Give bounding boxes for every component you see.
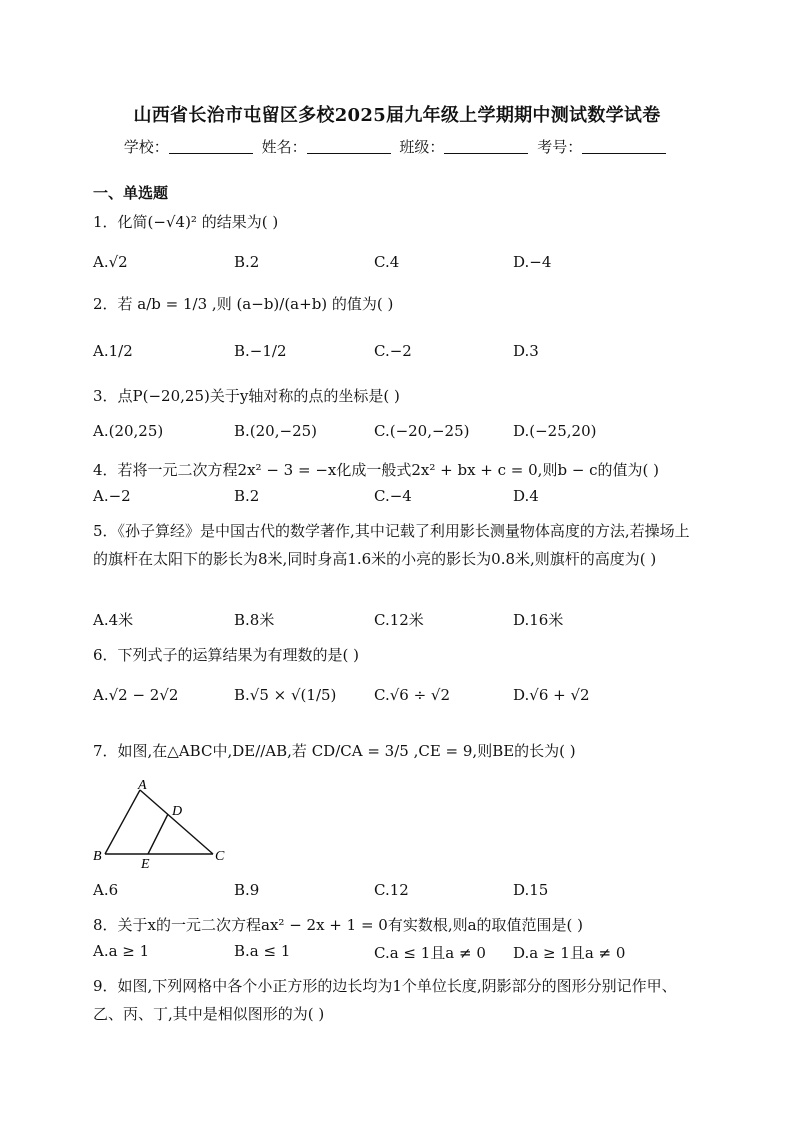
question-9-stem: 9．如图,下列网格中各个小正方形的边长均为1个单位长度,阴影部分的图形分别记作甲、乙、丙、丁,其中是相似图形的为( ) [93,977,677,1023]
question-3-options [93,422,703,450]
option-b[interactable]: B.9 [234,881,260,899]
option-a[interactable]: A.6 [93,881,119,899]
point-e-label: E [141,857,150,870]
segment-de [148,814,168,854]
option-c[interactable]: C.−4 [374,487,412,505]
option-a[interactable]: A.4米 [93,611,134,629]
option-a[interactable]: A.−2 [93,487,131,505]
option-b[interactable]: B.8米 [234,611,275,629]
option-a[interactable]: A.(20,25) [93,422,164,440]
triangle-abc-diagram [93,778,243,870]
option-d[interactable]: D.(−25,20) [513,422,597,440]
point-c-label: C [215,849,225,864]
question-8-options [93,942,703,970]
student-info-line [0,136,794,157]
question-5-stem: 5．《孙子算经》是中国古代的数学著作,其中记载了利用影长测量物体高度的方法,若操场上的旗杆在太阳下的影长为8米,同时身高1.6米的小亮的影长为0.8米,则旗杆的高度为( ) [93,522,690,568]
option-d[interactable]: D.4 [513,487,539,505]
school-blank[interactable] [169,139,253,154]
option-d[interactable]: D.√6 + √2 [513,686,590,704]
point-b-label: B [93,849,102,864]
option-c[interactable]: C.(−20,−25) [374,422,470,440]
question-1-options [93,253,703,281]
number-blank[interactable] [582,139,666,154]
school-label: 学校： [123,138,169,156]
question-6-options [93,686,703,714]
point-a-label: A [138,778,147,793]
class-label: 班级： [399,138,445,156]
option-a[interactable]: A.a ≥ 1 [93,942,150,960]
question-5-options [93,609,703,637]
exam-title: 山西省长治市屯留区多校2025届九年级上学期期中测试数学试卷 [133,105,661,126]
option-c[interactable]: C.12米 [374,611,424,629]
option-d[interactable]: D.16米 [513,611,564,629]
option-d[interactable]: D.3 [513,342,539,360]
option-a[interactable]: A.1/2 [93,342,133,360]
option-b[interactable]: B.√5 × √(1/5) [234,686,337,704]
question-7-options [93,881,703,909]
number-label: 考号： [537,138,583,156]
question-7-stem: 7．如图,在△ABC中,DE//AB,若 CD/CA = 3/5 ,CE = 9,则BE的长为( ) [93,742,576,760]
option-a[interactable]: A.√2 [93,253,128,271]
option-c[interactable]: C.12 [374,881,409,899]
option-d[interactable]: D.a ≥ 1且a ≠ 0 [513,944,626,962]
question-2-options [93,342,703,370]
option-b[interactable]: B.2 [234,253,260,271]
point-d-label: D [172,804,183,819]
option-a[interactable]: A.√2 − 2√2 [93,686,179,704]
question-4-stem: 4．若将一元二次方程2x² − 3 = −x化成一般式2x² + bx + c = 0,则b − c的值为( ) [93,461,660,479]
question-3-stem: 3．点P(−20,25)关于y轴对称的点的坐标是( ) [93,387,400,405]
option-c[interactable]: C.−2 [374,342,412,360]
side-ac [140,790,213,854]
option-c[interactable]: C.√6 ÷ √2 [374,686,451,704]
name-blank[interactable] [307,139,391,154]
option-c[interactable]: C.4 [374,253,400,271]
question-1-stem: 1．化简(−√4)² 的结果为( ) [93,213,279,231]
section-title: 一、单选题 [93,184,169,202]
option-c[interactable]: C.a ≤ 1且a ≠ 0 [374,944,486,962]
option-d[interactable]: D.15 [513,881,549,899]
option-b[interactable]: B.(20,−25) [234,422,318,440]
option-b[interactable]: B.−1/2 [234,342,287,360]
side-ab [105,790,140,854]
option-b[interactable]: B.a ≤ 1 [234,942,291,960]
class-blank[interactable] [444,139,528,154]
question-4-options [93,487,703,515]
name-label: 姓名： [261,138,307,156]
option-d[interactable]: D.−4 [513,253,552,271]
question-6-stem: 6．下列式子的运算结果为有理数的是( ) [93,646,360,664]
option-b[interactable]: B.2 [234,487,260,505]
question-8-stem: 8．关于x的一元二次方程ax² − 2x + 1 = 0有实数根,则a的取值范围是( ) [93,916,584,934]
question-2-stem: 2．若 a/b = 1/3 ,则 (a−b)/(a+b) 的值为( ) [93,295,394,313]
